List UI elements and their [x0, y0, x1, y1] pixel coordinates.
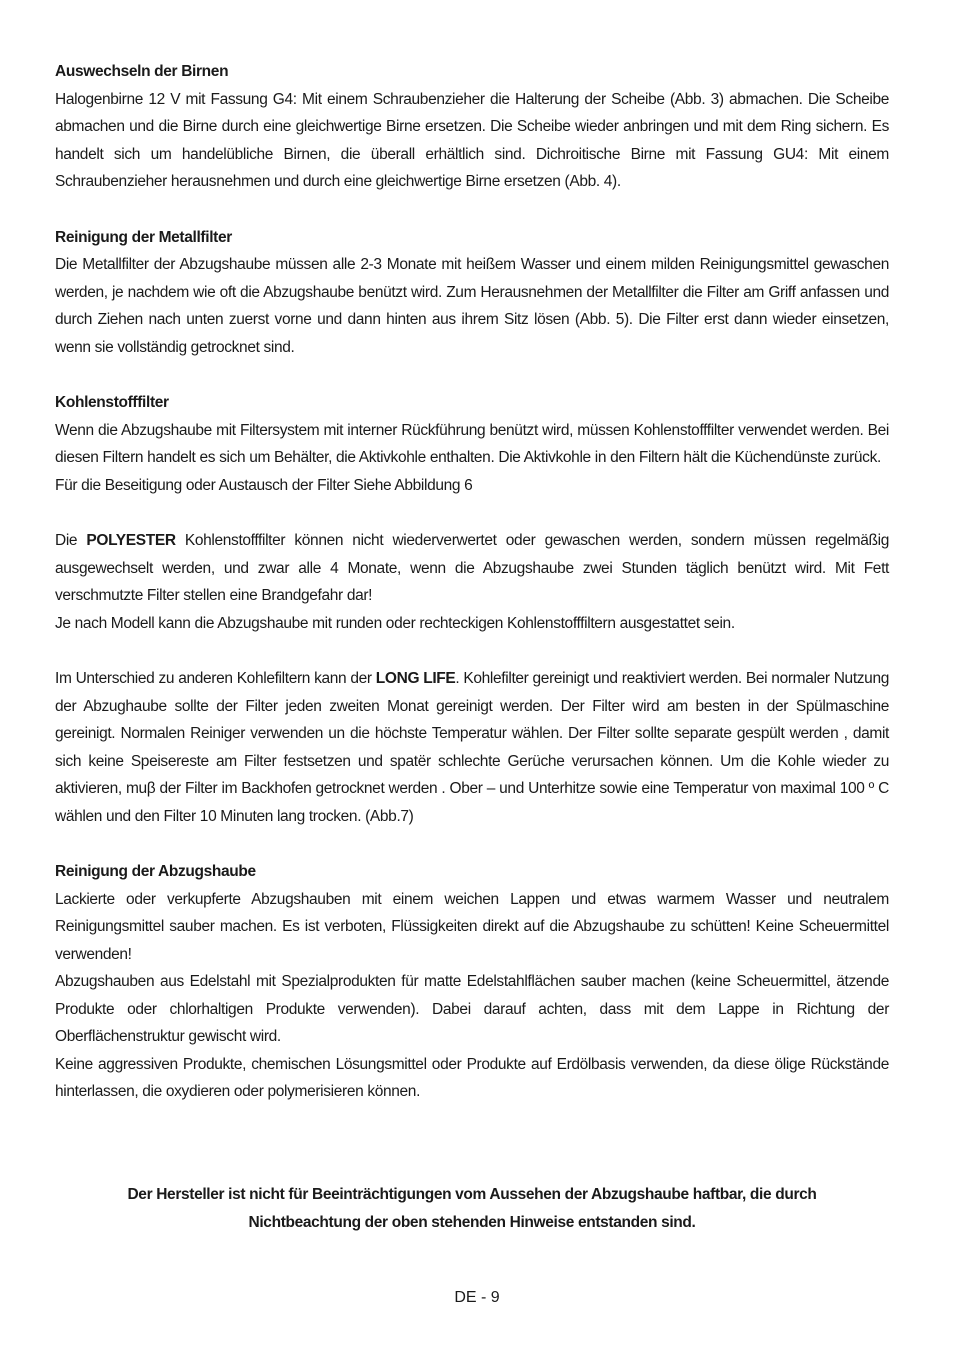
page-number: DE - 9 — [454, 1289, 500, 1306]
long-life-paragraph — [55, 665, 889, 830]
polyester-paragraph — [55, 527, 889, 610]
manufacturer-liability-notice — [55, 1181, 889, 1237]
section-paragraph: Für die Beseitigung oder Austausch der Filter Siehe Abbildung 6 — [55, 476, 473, 494]
section-paragraph: Lackierte oder verkupferte Abzugshauben mit einem weichen Lappen und etwas warmem Wasser und neutralem Reinigungsmittel sauber machen. Es ist verboten, Flüssigkeiten direkt auf die Abzugshaube zu schütten! Keine Scheuermittel verwenden! — [55, 890, 889, 963]
section-heading: Reinigung der Abzugshaube — [55, 863, 256, 880]
polyester-emphasis: POLYESTER — [86, 532, 176, 549]
notice-line: Nichtbeachtung der oben stehenden Hinweise entstanden sind. — [248, 1214, 696, 1231]
section-heading: Reinigung der Metallfilter — [55, 228, 232, 246]
notice-line: Der Hersteller ist nicht für Beeinträchtigungen vom Aussehen der Abzugshaube haftbar, die durch — [127, 1186, 817, 1203]
section-paragraph: Keine aggressiven Produkte, chemischen Lösungsmittel oder Produkte auf Erdölbasis verwenden, da diese ölige Rückstände hinterlassen, die oxydieren oder polymerisieren können. — [55, 1055, 889, 1100]
text-fragment: Im Unterschied zu anderen Kohlefiltern kann der — [55, 670, 376, 687]
section-paragraph: Je nach Modell kann die Abzugshaube mit runden oder rechteckigen Kohlenstofffiltern ausgestattet sein. — [55, 614, 735, 632]
section-carbon-filter — [55, 389, 889, 830]
section-paragraph: Halogenbirne 12 V mit Fassung G4: Mit einem Schraubenzieher die Halterung der Scheibe (Abb. 3) abmachen. Die Scheibe abmachen und die Birne durch eine gleichwertige Birne ersetzen. Die Scheibe wieder anbringen und mit dem Ring sichern. Es handelt sich um handelübliche Birnen, die überall erhältlich sind. Dichroitische Birne mit Fassung GU4: Mit einem Schraubenzieher herausnehmen und durch eine gleichwertige Birne ersetzen (Abb. 4). — [55, 90, 889, 190]
manual-page-content — [55, 58, 889, 1106]
section-metal-filter-cleaning — [55, 224, 889, 362]
section-hood-cleaning — [55, 858, 889, 1106]
long-life-emphasis: LONG LIFE — [375, 670, 456, 687]
text-fragment: Die — [55, 532, 87, 549]
section-bulb-replacement — [55, 58, 889, 196]
section-heading: Kohlenstofffilter — [55, 394, 169, 411]
section-paragraph: Die Metallfilter der Abzugshaube müssen alle 2-3 Monate mit heißem Wasser und einem milden Reinigungsmittel gewaschen werden, je nachdem wie oft die Abzugshaube benützt wird. Zum Herausnehmen der Metallfilter die Filter am Griff anfassen und durch Ziehen nach unten zuerst vorne und dann hinten aus ihrem Sitz lösen (Abb. 5). Die Filter erst dann wieder einsetzen, wenn sie vollständig getrocknet sind. — [55, 256, 889, 356]
section-paragraph: Wenn die Abzugshaube mit Filtersystem mit interner Rückführung benützt wird, müssen Kohlenstofffilter verwendet werden. Bei diesen Filtern handelt es sich um Behälter, die Aktivkohle enthalten. Die Aktivkohle in den Filtern hält die Küchendünste zurück. — [55, 421, 889, 466]
text-fragment: Kohlenstofffilter können nicht wiederverwertet oder gewaschen werden, sondern müssen regelmäßig ausgewechselt werden, und zwar alle 4 Monate, wenn die Abzugshaube zwei Stunden täglich benützt wird. Mit Fett verschmutzte Filter stellen eine Brandgefahr dar! — [55, 532, 889, 604]
section-paragraph: Abzugshauben aus Edelstahl mit Spezialprodukten für matte Edelstahlflächen sauber machen (keine Scheuermittel, ätzende Produkte oder chlorhaltigen Produkte verwenden). Dabei darauf achten, dass mit dem Lappe in Richtung der Oberflächenstruktur gewischt wird. — [55, 973, 889, 1045]
text-fragment: . Kohlefilter gereinigt und reaktiviert werden. Bei normaler Nutzung der Abzughaube sollte der Filter jeden zweiten Monat gereinigt werden. Der Filter wird am besten in der Spülmaschine gereinigt. Normalen Reiniger verwenden un die höchste Temperatur wählen. Der Filter sollte separate gespült werden , damit sich keine Speisereste am Filter festsetzen und spatër schlechte Gerüche verursachen können. Um die Kohle wieder zu aktivieren, muβ der Filter im Backhofen getrocknet werden . Ober – und Unterhitze sowie eine Temperatur von maximal 100 º C wählen und den Filter 10 Minuten lang trocken. (Abb.7) — [55, 670, 889, 825]
section-heading: Auswechseln der Birnen — [55, 63, 229, 80]
